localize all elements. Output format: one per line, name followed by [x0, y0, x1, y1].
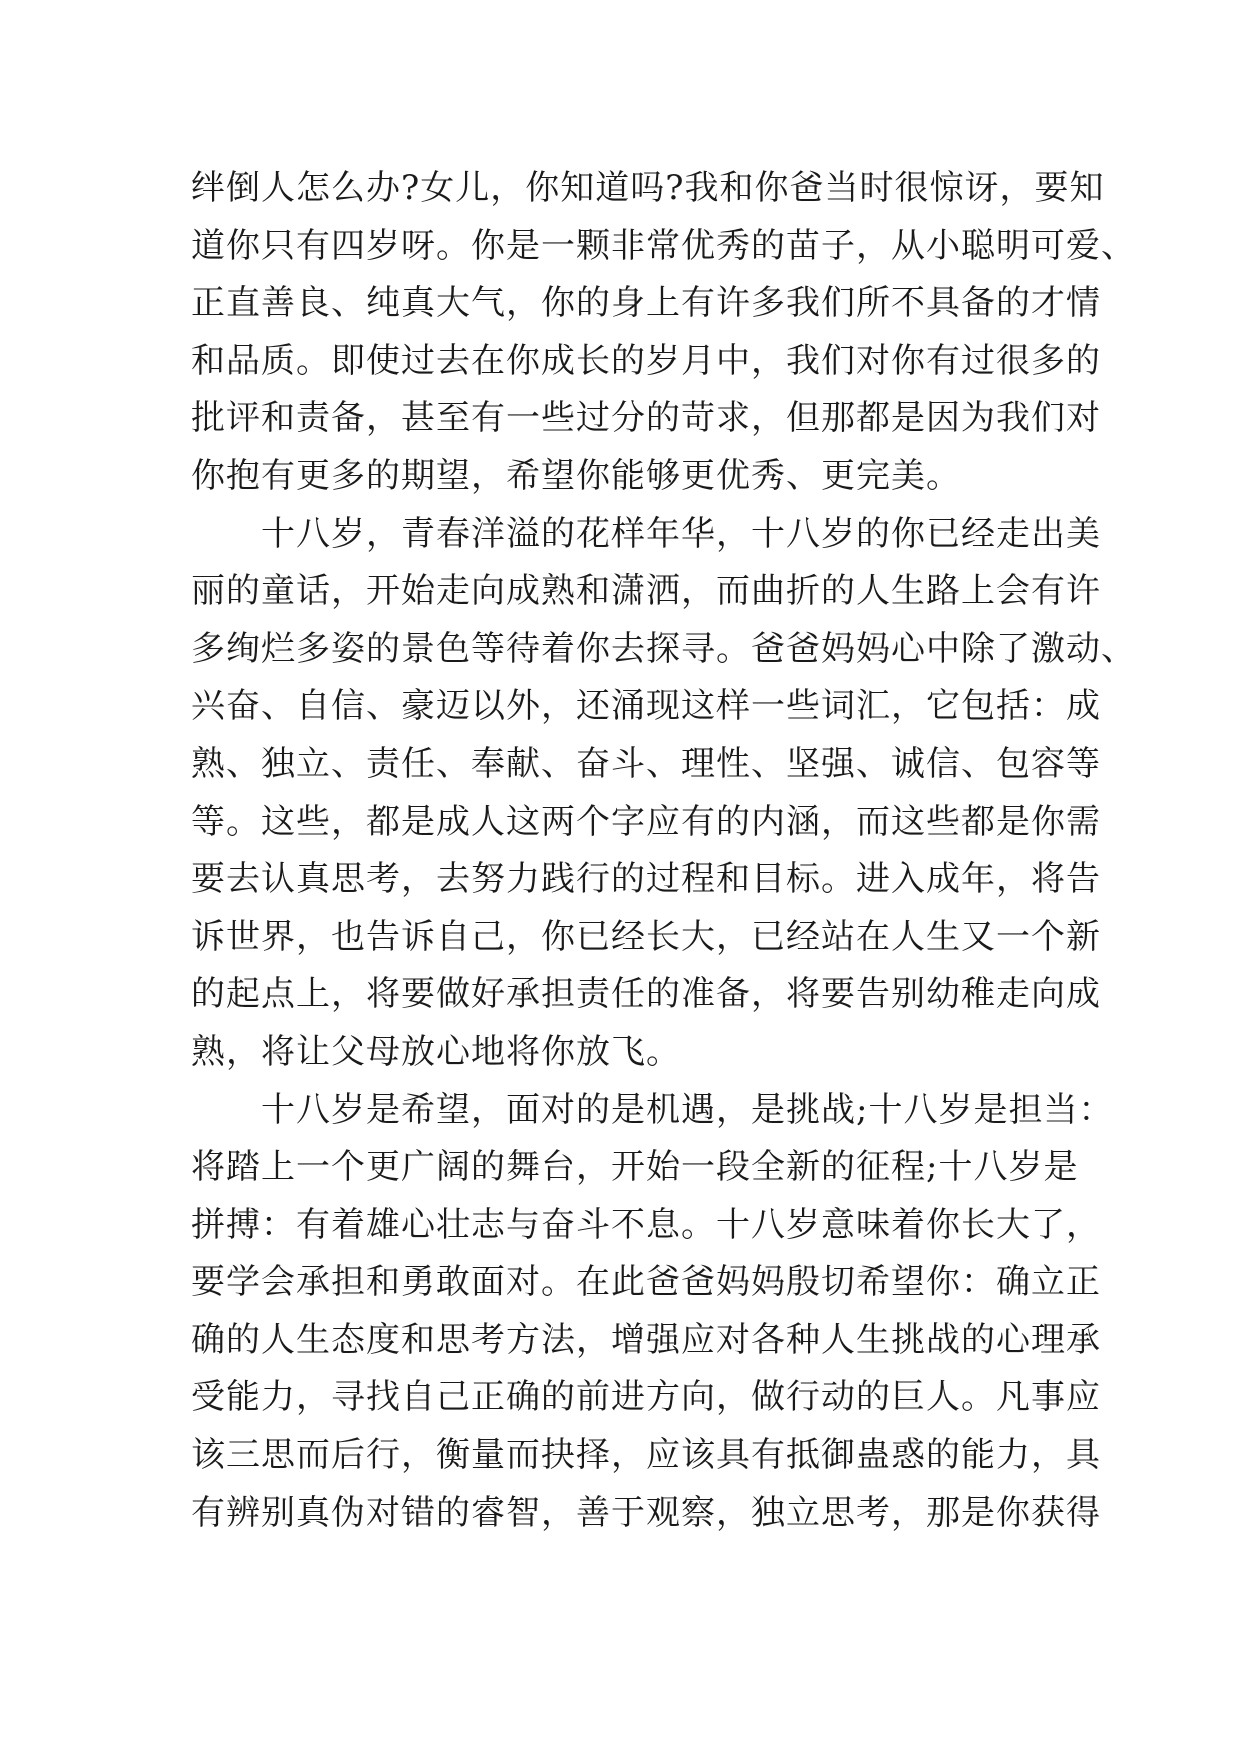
text-line: 绊倒人怎么办?女儿，你知道吗?我和你爸当时很惊讶，要知 — [191, 168, 1105, 208]
text-line: 的起点上，将要做好承担责任的准备，将要告别幼稚走向成 — [191, 974, 1101, 1015]
text-line: 诉世界，也告诉自己，你已经长大，已经站在人生又一个新 — [191, 916, 1101, 957]
text-line: 十八岁，青春洋溢的花样年华，十八岁的你已经走出美 — [191, 513, 1101, 554]
text-line: 丽的童话，开始走向成熟和潇洒，而曲折的人生路上会有许 — [191, 571, 1101, 612]
paragraph-2 — [191, 506, 1136, 1082]
text-line: 受能力，寻找自己正确的前进方向，做行动的巨人。凡事应 — [191, 1377, 1101, 1418]
text-line: 要去认真思考，去努力践行的过程和目标。进入成年，将告 — [191, 859, 1101, 900]
text-line: 确的人生态度和思考方法，增强应对各种人生挑战的心理承 — [191, 1319, 1101, 1360]
text-line: 多绚烂多姿的景色等待着你去探寻。爸爸妈妈心中除了激动、 — [191, 628, 1136, 669]
text-line: 兴奋、自信、豪迈以外，还涌现这样一些词汇，它包括：成 — [191, 686, 1101, 727]
text-line: 正直善良、纯真大气，你的身上有许多我们所不具备的才情 — [191, 283, 1101, 324]
text-line: 等。这些，都是成人这两个字应有的内涵，而这些都是你需 — [191, 801, 1101, 842]
text-line: 十八岁是希望，面对的是机遇，是挑战;十八岁是担当： — [191, 1089, 1114, 1130]
text-line: 要学会承担和勇敢面对。在此爸爸妈妈殷切希望你：确立正 — [191, 1262, 1101, 1303]
paragraph-1 — [191, 160, 1136, 506]
text-line: 有辨别真伪对错的睿智，善于观察，独立思考，那是你获得 — [191, 1492, 1101, 1533]
body-text — [191, 160, 1136, 1542]
text-line: 道你只有四岁呀。你是一颗非常优秀的苗子，从小聪明可爱、 — [191, 225, 1136, 266]
paragraph-3 — [191, 1082, 1114, 1543]
text-line: 批评和责备，甚至有一些过分的苛求，但那都是因为我们对 — [191, 398, 1101, 439]
text-line: 将踏上一个更广阔的舞台，开始一段全新的征程;十八岁是 — [191, 1147, 1079, 1188]
text-line: 熟，将让父母放心地将你放飞。 — [191, 1031, 681, 1072]
text-line: 该三思而后行，衡量而抉择，应该具有抵御蛊惑的能力，具 — [191, 1435, 1101, 1476]
text-line: 你抱有更多的期望，希望你能够更优秀、更完美。 — [191, 455, 961, 496]
text-line: 和品质。即使过去在你成长的岁月中，我们对你有过很多的 — [191, 340, 1101, 381]
text-line: 熟、独立、责任、奉献、奋斗、理性、坚强、诚信、包容等 — [191, 743, 1101, 784]
text-line: 拼搏：有着雄心壮志与奋斗不息。十八岁意味着你长大了， — [191, 1204, 1101, 1245]
